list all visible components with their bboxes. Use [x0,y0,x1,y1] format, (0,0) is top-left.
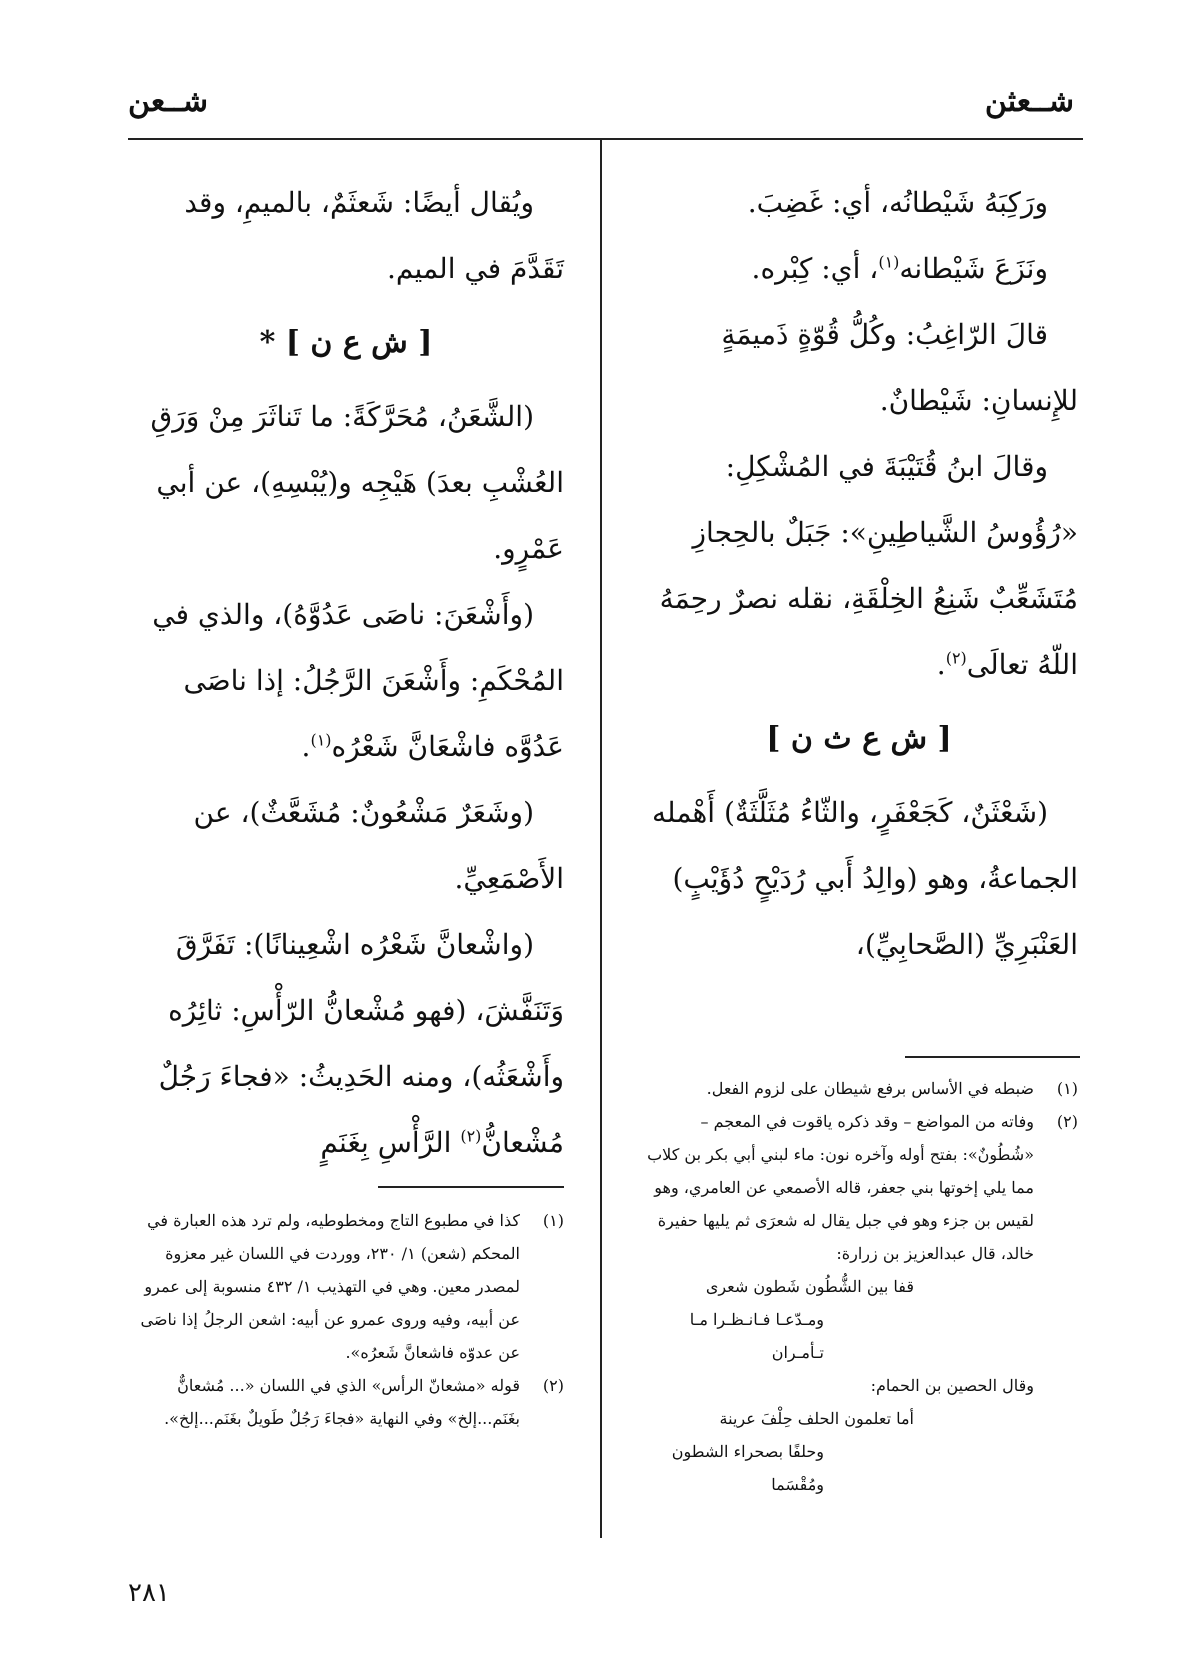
footnote-rule-right [905,1056,1080,1058]
footnote-number: (٢) [1056,1112,1078,1131]
left-paragraph-2: (الشَّعَنُ، مُحَرَّكَةً: ما تَناثَرَ مِنْ وَرَقِ العُشْبِ بعدَ) هَيْجِه و(يُبْسِهِ)، عن أبي عَمْرٍو. [150,400,564,565]
entry-heading-shathan: [ ش ع ث ن ] [766,721,952,756]
footnote-item [128,1204,564,1369]
left-paragraph-3-end: . [301,730,311,763]
footnote-ref: (٢) [460,1126,482,1146]
footnote-ref: (٢) [945,648,967,668]
right-paragraph-4-end: . [936,648,946,681]
left-column [128,170,564,1176]
header-root-word-right: شــعثن [984,84,1074,119]
footnote-number: (٢) [542,1376,564,1395]
left-paragraph-3 [128,582,564,780]
header-rule [128,138,1083,140]
footnote-prose: وفاته من المواضع – وقد ذكره ياقوت في المعجم – «شُطُونٌ»: بفتح أوله وآخره نون: ماء لبني أبي بكر بن كلاب مما يلي إخوتها بني جعفر، قاله الأصمعي عن العامري، وهو لقيس بن جزء وهو في جبل يقال له شعرَى ثم يليها حفيرة خالد، قال عبدالعزيز بن زرارة: [647,1112,1034,1263]
right-paragraph-4-text: وقالَ ابنُ قُتَيْبَةَ في المُشْكِلِ: «رُؤُوسُ الشَّياطِينِ»: جَبَلٌ بالحِجازِ مُتَشَعِّبٌ شَنِعُ الخِلْقَةِ، نقله نصرٌ رحِمَهُ اللّهُ تعالَى [659,450,1078,681]
verse-line: وحلفًا بصحراء الشطون ومُقْسَما [671,1442,824,1494]
footnote-rule-left [378,1186,564,1188]
right-column [640,170,1078,978]
left-paragraph-5-text: (واشْعانَّ شَعْرُه اشْعِينانًا): تَفَرَّقَ وَتَنَفَّشَ، (فهو مُشْعانُّ الرّأْسِ: ثائِرُه وأَشْعَثُه)، ومنه الحَدِيثُ: «فجاءَ رَجُلٌ مُشْعانُّ [158,928,564,1159]
entry-heading-shaan: [ ش ع ن ] * [259,325,433,360]
right-paragraph-3: قالَ الرّاغِبُ: وكُلُّ قُوّةٍ ذَميمَةٍ للإِنسانِ: شَيْطانٌ. [721,318,1078,417]
left-paragraph-5 [128,912,564,1176]
verse-line: ومـدّعـا فـانـظـرا مـا تـأمـران [689,1310,824,1362]
right-paragraph-5: (شَعْثَنٌ، كَجَعْفَرٍ، والثّاءُ مُثَلَّثَةٌ) أَهْمله الجماعةُ، وهو (والِدُ أَبي رُدَيْحٍ دُؤَيْبٍ) العَنْبَرِيِّ (الصَّحابِيِّ)، [652,796,1078,961]
left-paragraph-1: ويُقال أيضًا: شَعثَمٌ، بالميمِ، وقد تَقَدَّمَ في الميم. [184,186,564,285]
verse-intro: وقال الحصين بن الحمام: [870,1376,1034,1395]
verse-line: أما تعلمون الحلف حِلْفَ عرينة [719,1409,914,1428]
footnote-item [640,1105,1078,1501]
verse-line: قفا بين الشُّطُون شَطون شعرى [705,1277,914,1296]
footnote-text: قوله «مشعانّ الرأس» الذي في اللسان «... مُشعانٌّ بغَنَم...إلخ» وفي النهاية «فجاءَ رَجُلٌ طَويلٌ بغَنَم...إلخ». [164,1376,520,1428]
footnote-number: (١) [1056,1079,1078,1098]
footnote-item [640,1072,1078,1105]
right-paragraph-2 [640,236,1078,302]
footnote-ref: (١) [878,252,900,272]
footnotes-left [128,1204,564,1435]
footnotes-right [640,1072,1078,1501]
column-divider [600,140,602,1538]
footnote-text [640,1105,1034,1501]
right-paragraph-2-rest: ، أي: كِبْره. [751,252,879,285]
footnote-ref: (١) [310,730,332,750]
header-root-word-left: شــعن [128,84,209,119]
left-paragraph-3-text: (وأَشْعَنَ: ناصَى عَدُوَّهُ)، والذي في المُحْكَمِ: وأَشْعَنَ الرَّجُلُ: إذا ناصَى عَدُوَّه فاشْعَانَّ شَعْرُه [152,598,564,763]
footnote-text: كذا في مطبوع التاج ومخطوطيه، ولم ترد هذه العبارة في المحكم (شعن) ١/ ٢٣٠، ووردت في اللسان غير معزوة لمصدر معين. وهي في التهذيب ١/ ٤٣٢ منسوبة إلى عمرو عن أبيه، وفيه وروى عمرو عن أبيه: اشعن الرجلُ إذا ناصَى عن عدوّه فاشعانَّ شَعرُه». [140,1211,520,1362]
right-paragraph-4 [640,434,1078,698]
right-paragraph-2-text: ونَزَعَ شَيْطانه [899,252,1048,285]
left-paragraph-4: (وشَعَرٌ مَشْعُونٌ: مُشَعَّثٌ)، عن الأَصْمَعِيِّ. [193,796,564,895]
footnote-item [128,1369,564,1435]
footnote-number: (١) [542,1211,564,1230]
right-paragraph-1: ورَكِبَهُ شَيْطانُه، أي: غَضِبَ. [747,186,1048,219]
page-number: ٢٨١ [128,1578,170,1608]
footnote-text: ضبطه في الأساس برفع شيطان على لزوم الفعل. [706,1079,1034,1098]
left-paragraph-5-end: الرَّأْسِ بِغَنَمٍ [320,1126,461,1159]
